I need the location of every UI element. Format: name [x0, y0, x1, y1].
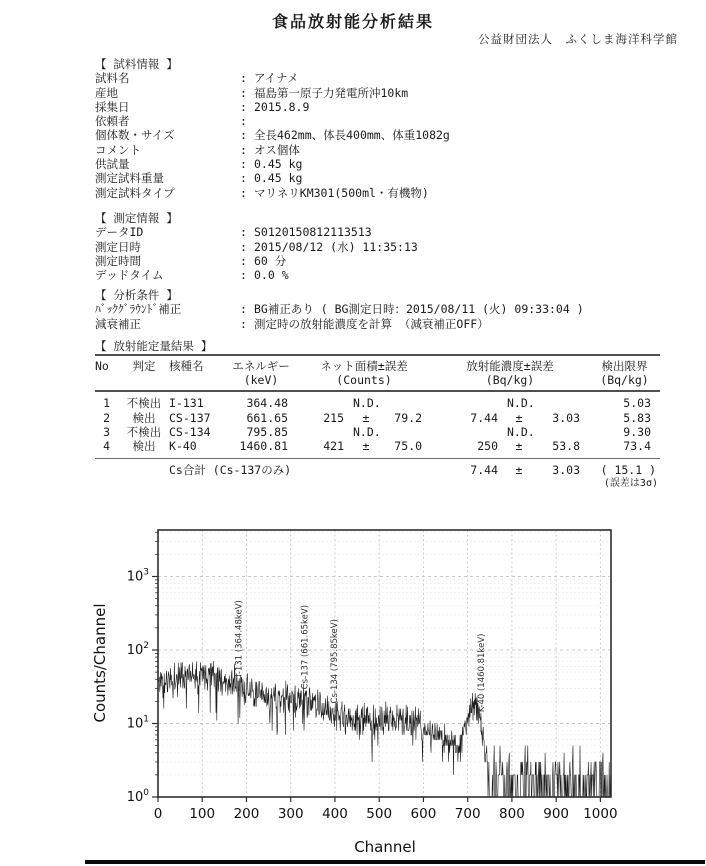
field-label: 供試量 [95, 157, 130, 172]
summary-detection-paren: ( 15.1 ) [600, 463, 656, 478]
field-value: オス個体 [254, 142, 300, 157]
column-header-unit: (Counts) [336, 373, 392, 388]
field-label: 試料名 [95, 71, 130, 86]
section-heading: 【 測定情報 】 [95, 211, 178, 225]
field-row [95, 254, 418, 268]
table-header [95, 356, 660, 390]
field-colon: : [240, 316, 247, 331]
field-label: 採集日 [95, 99, 130, 114]
summary-error: 3.03 [552, 463, 580, 478]
summary-plusminus: ± [515, 463, 523, 478]
field-value: アイナメ [254, 71, 299, 86]
table-cell: 4 [103, 439, 110, 454]
field-row [95, 86, 450, 100]
field-value: 全長462mm、体長400mm、体重1082g [254, 128, 450, 143]
field-row [95, 171, 450, 185]
x-tick-label: 800 [499, 806, 525, 822]
field-list [95, 71, 450, 200]
field-row [95, 268, 418, 282]
plot-frame [158, 530, 611, 797]
table-cell: 5.83 [623, 410, 651, 425]
field-label: データID [95, 225, 144, 240]
column-header: No [95, 359, 109, 373]
y-tick-label: $10^3$ [126, 567, 149, 585]
table-cell: 3 [103, 424, 110, 439]
section-heading: 【 分析条件 】 [95, 288, 178, 302]
summary-value: 7.44 [470, 463, 498, 478]
field-colon: : [240, 85, 247, 100]
table-cell: 421 [323, 439, 344, 454]
results-table [95, 354, 660, 490]
sigma-note: (誤差は3σ) [603, 478, 658, 490]
section-heading: 【 試料情報 】 [95, 57, 178, 71]
spectrum-chart [55, 515, 705, 865]
field-value: S0120150812113513 [254, 225, 372, 240]
x-tick-label: 500 [366, 806, 393, 822]
field-list [95, 302, 584, 331]
table-cell: N.D. [507, 424, 535, 439]
field-row [95, 302, 584, 316]
field-label: 測定時間 [95, 253, 141, 268]
field-label: 測定試料重量 [95, 171, 164, 186]
peak-marker-label: K-40 (1460.81keV) [476, 633, 487, 713]
table-cell: ± [515, 439, 523, 454]
table-cell: 1460.81 [239, 439, 288, 454]
table-cell: N.D. [353, 424, 381, 439]
peak-marker-label: Cs-134 (795.85keV) [330, 619, 341, 704]
results-section-heading [95, 339, 212, 353]
y-tick-label: $10^0$ [126, 788, 149, 805]
table-cell: 7.44 [470, 410, 498, 425]
field-colon: : [240, 253, 247, 268]
field-value: マリネリKM301(500ml・有機物) [254, 185, 429, 200]
field-value: 2015/08/12 (水) 11:35:13 [254, 239, 418, 254]
field-value: 0.45 kg [254, 157, 303, 172]
table-cell: 250 [477, 439, 498, 454]
table-cell: 795.85 [246, 424, 288, 439]
table-cell: I-131 [169, 396, 204, 411]
table-cell: 75.0 [394, 439, 422, 454]
table-cell: 5.03 [623, 396, 651, 411]
table-cell: 79.2 [394, 410, 422, 425]
table-cell: 不検出 [126, 396, 162, 411]
field-label: 個体数・サイズ [95, 128, 175, 143]
table-summary-row [95, 459, 660, 478]
field-list [95, 225, 418, 282]
table-cell: N.D. [353, 396, 381, 411]
field-row [95, 186, 450, 200]
spectrum-trace [158, 661, 611, 797]
table-cell: 53.8 [552, 439, 580, 454]
field-value: 福島第一原子力発電所沖10km [254, 85, 409, 100]
table-cell: 検出 [132, 410, 156, 425]
x-tick-label: 300 [277, 806, 304, 822]
table-cell: CS-134 [169, 424, 211, 439]
field-label: 測定試料タイプ [95, 185, 175, 200]
field-value: 0.45 kg [254, 171, 303, 186]
y-axis-title: Counts/Channel [91, 603, 109, 723]
column-header: 核種名 [169, 359, 204, 373]
column-header-unit: (keV) [243, 373, 279, 388]
column-header: 判定 [132, 359, 156, 373]
field-label: 産地 [95, 85, 118, 100]
field-row [95, 143, 450, 157]
table-body [95, 392, 660, 458]
table-cell: 1 [103, 396, 110, 411]
table-cell: 3.03 [552, 410, 580, 425]
table-cell: 検出 [132, 439, 156, 454]
x-tick-label: 100 [189, 806, 216, 822]
field-colon: : [240, 128, 247, 143]
field-value: 2015.8.9 [254, 99, 310, 114]
table-cell: N.D. [507, 396, 535, 411]
field-row [95, 100, 450, 114]
table-cell: 215 [323, 410, 344, 425]
section-heading: 【 放射能定量結果 】 [95, 339, 213, 353]
table-cell: ± [362, 410, 370, 425]
field-value: 測定時の放射能濃度を計算 （減衰補正OFF） [254, 316, 489, 331]
column-header-unit: (Bq/kg) [485, 373, 535, 388]
field-colon: : [240, 114, 247, 129]
x-axis-title: Channel [354, 838, 416, 856]
x-tick-label: 200 [233, 806, 260, 822]
field-colon: : [240, 239, 247, 254]
field-label: コメント [95, 142, 141, 157]
column-header-unit: (Bq/kg) [600, 373, 649, 388]
table-cell: 364.48 [246, 396, 288, 411]
field-colon: : [240, 185, 247, 200]
table-cell: CS-137 [169, 410, 211, 425]
table-cell: ± [515, 410, 523, 425]
x-tick-label: 1000 [583, 806, 618, 822]
field-label: ﾊﾞｯｸｸﾞﾗｳﾝﾄﾞ補正 [95, 302, 182, 317]
field-colon: : [240, 225, 247, 240]
summary-label: Cs合計 (Cs-137のみ) [169, 463, 292, 478]
field-colon: : [240, 157, 247, 172]
column-header: 放射能濃度±誤差 [466, 359, 554, 373]
x-tick-label: 700 [454, 806, 481, 822]
y-tick-label: $10^2$ [126, 641, 149, 658]
peak-marker-label: I-131 (364.48keV) [234, 600, 245, 677]
table-cell: 9.30 [623, 424, 651, 439]
field-value: 60 分 [254, 253, 287, 268]
column-header: ネット面積±誤差 [320, 359, 408, 373]
table-cell: 2 [103, 410, 110, 425]
field-row [95, 114, 450, 128]
field-value: 0.0 % [254, 268, 289, 283]
peak-marker-label: Cs-137 (661.65keV) [300, 604, 311, 690]
field-value: BG補正あり ( BG測定日時：2015/08/11 (火) 09:33:04 ) [254, 302, 584, 317]
y-tick-label: $10^1$ [126, 714, 149, 732]
spectrum-line [158, 661, 611, 797]
x-tick-label: 0 [153, 806, 163, 822]
field-row [95, 317, 584, 331]
table-cell: 73.4 [623, 439, 651, 454]
x-tick-label: 600 [410, 806, 437, 822]
analysis-conditions-section [95, 288, 584, 331]
x-tick-label: 900 [543, 806, 570, 822]
sample-info-section [95, 57, 450, 200]
chart-gridlines [158, 530, 611, 797]
field-row [95, 71, 450, 85]
column-header: エネルギー [232, 359, 290, 373]
table-cell: K-40 [169, 439, 197, 454]
field-label: 依頼者 [95, 114, 130, 129]
field-colon: : [240, 302, 247, 317]
field-label: 測定日時 [95, 239, 141, 254]
field-colon: : [240, 142, 247, 157]
field-label: 減衰補正 [95, 316, 141, 331]
measurement-info-section [95, 211, 418, 282]
field-colon: : [240, 268, 247, 283]
page-title: 食品放射能分析結果 [271, 12, 434, 31]
organization-name: 公益財団法人 ふくしま海洋科学館 [478, 32, 678, 46]
table-cell: 不検出 [126, 424, 162, 439]
field-colon: : [240, 71, 247, 86]
scan-artifact-bar [85, 860, 705, 864]
field-row [95, 128, 450, 142]
table-cell: ± [362, 439, 370, 454]
field-row [95, 225, 418, 239]
table-cell: 661.65 [246, 410, 288, 425]
column-header: 検出限界 [601, 359, 648, 373]
field-label: デッドタイム [95, 268, 164, 283]
x-tick-label: 400 [322, 806, 348, 822]
field-colon: : [240, 99, 247, 114]
field-row [95, 240, 418, 254]
field-row [95, 157, 450, 171]
spectrum-svg [55, 515, 705, 865]
field-colon: : [240, 171, 247, 186]
